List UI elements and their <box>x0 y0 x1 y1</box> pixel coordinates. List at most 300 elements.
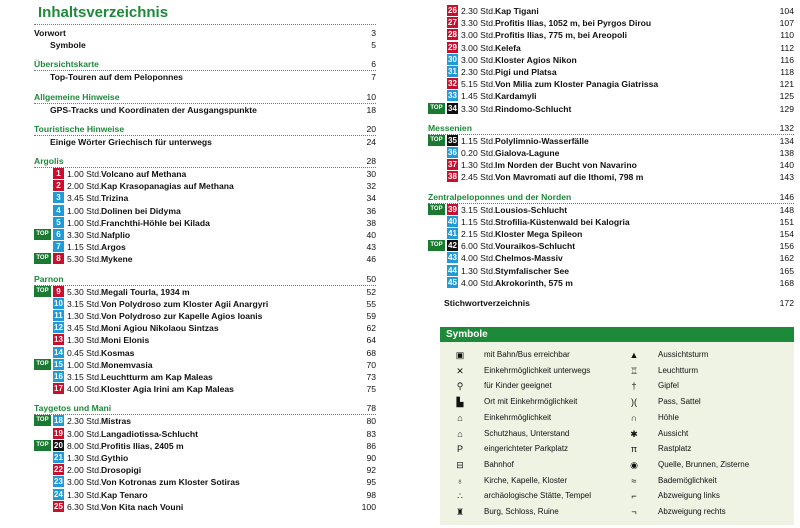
page-number: 138 <box>779 148 794 158</box>
tour-duration: 5.30 Std. <box>67 254 102 265</box>
legend-label: für Kinder geeignet <box>484 381 552 391</box>
toc-tour-row <box>34 359 376 371</box>
tour-number-badge: 27 <box>448 18 457 28</box>
page-number: 55 <box>366 298 376 309</box>
tour-name: Profitis Ilias, 775 m, bei Areopoli <box>495 30 627 41</box>
toc-tour-row <box>34 501 376 513</box>
station-icon: ⊟ <box>456 459 464 470</box>
rest-area-icon: π <box>630 444 638 455</box>
tour-number-badge: 29 <box>448 42 457 52</box>
toc-tour-row <box>428 29 794 41</box>
page-number: 151 <box>779 216 794 227</box>
tour-number-badge: 40 <box>448 216 457 226</box>
tour-duration: 5.30 Std. <box>67 286 102 297</box>
toc-tour-row <box>428 66 794 78</box>
tour-duration: 3.45 Std. <box>67 193 102 204</box>
tour-name: Argos <box>101 242 126 253</box>
tour-number-badge: 1 <box>53 168 64 179</box>
tour-name: Von Kita nach Vouni <box>101 501 184 512</box>
toc-tour-row <box>34 322 376 334</box>
toc-entry-label: Top-Touren auf dem Peloponnes <box>50 72 183 83</box>
top-tour-badge: TOP <box>34 359 51 370</box>
tour-name: Von Polydroso zum Kloster Agii Anargyri <box>101 298 269 309</box>
toc-section-row <box>34 273 376 285</box>
page-number: 40 <box>366 230 376 240</box>
tour-number-badge: 16 <box>54 372 63 381</box>
tour-number-badge: 45 <box>448 277 457 287</box>
top-tour-badge: TOP <box>34 440 51 451</box>
bus-icon: ▣ <box>455 350 465 360</box>
page-number: 73 <box>366 372 376 382</box>
toc-tour-row <box>34 415 376 427</box>
tour-duration: 3.30 Std. <box>461 103 496 114</box>
tour-duration: 4.00 Std. <box>461 253 496 264</box>
toc-tour-row <box>34 428 376 440</box>
toc-entry-row <box>34 27 376 39</box>
tour-name: Moni Agiou Nikolaou Sintzas <box>101 323 219 334</box>
legend-label: mit Bahn/Bus erreichbar <box>484 350 570 359</box>
legend-label: Quelle, Brunnen, Zisterne <box>658 459 750 469</box>
tour-number-badge: 15 <box>54 359 63 369</box>
page-number: 134 <box>779 135 794 146</box>
toc-tour-row <box>428 147 794 159</box>
page-number: 148 <box>779 204 794 215</box>
legend-label: Ort mit Einkehrmöglichkeit <box>484 397 578 407</box>
toc-tour-row <box>428 135 794 147</box>
toc-tour-row <box>34 180 376 192</box>
page-number: 46 <box>366 254 376 265</box>
page-number: 78 <box>366 403 376 414</box>
toc-tour-row <box>34 347 376 359</box>
page-number: 165 <box>779 265 794 276</box>
tour-name: Leuchtturm am Kap Maleas <box>101 372 213 382</box>
tour-duration: 3.45 Std. <box>67 323 102 334</box>
top-tour-badge: TOP <box>34 253 51 264</box>
toc-tour-row <box>428 252 794 264</box>
page-number: 52 <box>366 286 376 297</box>
toc-tour-row <box>428 159 794 171</box>
tour-duration: 1.30 Std. <box>67 335 102 346</box>
page-number: 30 <box>366 169 376 179</box>
tour-duration: 4.00 Std. <box>461 277 496 288</box>
tour-number-badge: 5 <box>53 217 64 228</box>
toc-tour-row <box>428 90 794 102</box>
toc-tour-row <box>34 298 376 310</box>
tour-name: Megali Tourla, 1934 m <box>101 286 190 297</box>
section-heading: Übersichtskarte <box>34 59 99 70</box>
toc-tour-row <box>34 229 376 241</box>
inn-icon: ⌂ <box>457 412 463 423</box>
tour-name: Langadiotissa-Schlucht <box>101 428 198 439</box>
legend-label: Burg, Schloss, Ruine <box>484 507 559 516</box>
toc-tour-row <box>428 265 794 277</box>
toc-tour-row <box>428 78 794 90</box>
tour-name: Kloster Agios Nikon <box>495 54 577 65</box>
toc-tour-row <box>34 371 376 383</box>
section-heading: Taygetos und Mani <box>34 403 112 414</box>
page-number: 3 <box>371 28 376 38</box>
tour-number-badge: 14 <box>54 347 63 357</box>
toc-tour-row <box>34 334 376 346</box>
page-number: 100 <box>361 501 376 512</box>
page-number: 7 <box>371 72 376 83</box>
tour-name: Kap Tenaro <box>101 489 148 500</box>
tour-duration: 8.00 Std. <box>67 440 102 451</box>
page-number: 28 <box>366 156 376 166</box>
legend-label: Bahnhof <box>484 459 514 469</box>
page-number: 18 <box>366 104 376 115</box>
tour-duration: 1.00 Std. <box>67 359 102 370</box>
section-heading: Allgemeine Hinweise <box>34 91 120 102</box>
tour-name: Monemvasia <box>101 359 153 370</box>
page-number: 10 <box>366 91 376 102</box>
page-number: 129 <box>779 103 794 114</box>
tour-duration: 1.30 Std. <box>461 265 496 276</box>
section-heading: Zentralpeloponnes und der Norden <box>428 191 572 202</box>
pass-icon: )( <box>631 397 637 408</box>
page-number: 83 <box>366 428 376 439</box>
toc-entry-label: Vorwort <box>34 28 66 38</box>
toc-tour-row <box>34 476 376 488</box>
legend-label: Abzweigung links <box>658 491 720 501</box>
page-number: 146 <box>779 191 794 202</box>
page-number: 75 <box>366 384 376 395</box>
toc-entry-row <box>34 71 376 83</box>
page-number: 143 <box>779 172 794 183</box>
top-tour-badge: TOP <box>34 229 51 240</box>
tour-name: Kap Krasopanagias auf Methana <box>101 181 234 192</box>
toc-tour-row <box>34 452 376 464</box>
tour-name: Kloster Agia Irini am Kap Maleas <box>101 384 234 395</box>
tour-name: Vouraikos-Schlucht <box>495 241 576 252</box>
tour-number-badge: 33 <box>448 91 457 101</box>
tour-name: Volcano auf Methana <box>101 169 187 179</box>
tour-duration: 1.30 Std. <box>67 453 102 463</box>
turn-left-icon: ⌐ <box>631 491 637 502</box>
page-number: 156 <box>779 241 794 252</box>
toc-tour-row <box>428 103 794 115</box>
legend-label: Aussicht <box>658 428 689 438</box>
toc-tour-row <box>34 241 376 253</box>
tour-name: Kap Tigani <box>495 6 539 16</box>
tour-number-badge: 38 <box>448 172 457 182</box>
toc-tour-row <box>34 217 376 229</box>
section-heading: Messenien <box>428 122 472 133</box>
tour-name: Kosmas <box>101 347 135 358</box>
tour-number-badge: 25 <box>54 501 63 511</box>
tour-number-badge: 19 <box>54 428 63 438</box>
tour-duration: 3.30 Std. <box>461 18 496 29</box>
tour-name: Drosopigi <box>101 465 142 476</box>
tour-duration: 3.00 Std. <box>461 30 496 41</box>
legend-label: Gipfel <box>658 381 679 391</box>
village-icon: ▙ <box>456 397 464 408</box>
tour-duration: 1.15 Std. <box>461 216 496 227</box>
page-number: 112 <box>780 42 794 53</box>
tour-name: Kardamyli <box>495 91 537 102</box>
toc-tour-row <box>428 228 794 240</box>
toc-section-row <box>34 91 376 103</box>
page-number: 104 <box>779 6 794 16</box>
page-number: 50 <box>366 273 376 284</box>
tour-name: Von Polydroso zur Kapelle Agios Ioanis <box>101 311 263 321</box>
legend-title: Symbole <box>440 327 794 342</box>
page-number: 172 <box>779 298 794 308</box>
toc-tour-row <box>34 464 376 476</box>
toc-tour-row <box>428 216 794 228</box>
tour-name: Lousios-Schlucht <box>495 204 568 215</box>
page-number: 107 <box>779 18 794 29</box>
legend-label: archäologische Stätte, Tempel <box>484 491 592 501</box>
toc-tour-row <box>428 5 794 17</box>
tour-name: Dolinen bei Didyma <box>101 205 181 216</box>
tour-duration: 2.15 Std. <box>461 229 496 239</box>
tour-number-badge: 7 <box>53 241 64 252</box>
tour-name: Profitis Ilias, 2405 m <box>101 440 184 451</box>
page-number: 110 <box>780 30 794 41</box>
toc-entry-label: Stichwortverzeichnis <box>444 298 530 308</box>
tour-duration: 3.15 Std. <box>67 298 102 309</box>
tour-name: Franchthi-Höhle bei Kilada <box>101 217 210 228</box>
tour-number-badge: 17 <box>54 384 63 394</box>
toc-tour-row <box>34 489 376 501</box>
children-icon: ⚲ <box>456 381 464 392</box>
tour-duration: 2.30 Std. <box>461 6 496 16</box>
tour-duration: 4.00 Std. <box>67 384 102 395</box>
page-number: 68 <box>366 347 376 358</box>
toc-tour-row <box>34 192 376 204</box>
tour-name: Kloster Mega Spileon <box>495 229 583 239</box>
toc-tour-row <box>34 440 376 452</box>
tour-duration: 1.00 Std. <box>67 205 102 216</box>
tour-number-badge: 8 <box>53 253 64 264</box>
tour-duration: 2.00 Std. <box>67 181 102 192</box>
legend-label: Höhle <box>658 412 679 422</box>
viewing-tower-icon: ▲ <box>629 350 639 360</box>
tour-name: Von Mavromati auf die Ithomi, 798 m <box>495 172 644 183</box>
cave-icon: ∩ <box>630 412 638 423</box>
section-heading: Parnon <box>34 273 64 284</box>
page-number: 5 <box>371 40 376 51</box>
tour-name: Rindomo-Schlucht <box>495 103 572 114</box>
page-number: 121 <box>779 79 794 90</box>
page-number: 80 <box>366 416 376 427</box>
tour-name: Chelmos-Massiv <box>495 253 563 264</box>
tour-number-badge: 32 <box>448 79 457 89</box>
tour-duration: 6.30 Std. <box>67 501 102 512</box>
toc-section-row <box>34 58 376 70</box>
page-number: 116 <box>780 54 794 65</box>
page-title: Inhaltsverzeichnis <box>38 4 169 21</box>
page-number: 90 <box>366 453 376 463</box>
page-number: 86 <box>366 440 376 451</box>
tour-number-badge: 31 <box>448 67 457 76</box>
turn-right-icon: ¬ <box>631 507 637 517</box>
tour-duration: 3.15 Std. <box>461 204 496 215</box>
tour-number-badge: 30 <box>448 54 457 64</box>
tour-number-badge: 39 <box>448 204 457 214</box>
page-number: 92 <box>366 465 376 476</box>
spring-icon: ◉ <box>630 459 638 470</box>
tour-duration: 3.30 Std. <box>67 230 102 240</box>
legend-label: Abzweigung rechts <box>658 507 726 516</box>
tour-number-badge: 35 <box>448 135 457 145</box>
tour-number-badge: 36 <box>448 148 457 157</box>
tour-name: Akrokorinth, 575 m <box>495 277 573 288</box>
tour-name: Polylimnio-Wasserfälle <box>495 135 589 146</box>
tour-number-badge: 43 <box>448 253 457 263</box>
viewpoint-icon: ✱ <box>630 428 638 439</box>
tour-number-badge: 4 <box>53 205 64 216</box>
legend-label: Pass, Sattel <box>658 397 701 407</box>
hut-icon: ⌂ <box>457 428 463 439</box>
tour-duration: 2.30 Std. <box>67 416 102 427</box>
page-number: 125 <box>779 91 794 102</box>
tour-number-badge: 24 <box>54 489 63 499</box>
tour-duration: 3.00 Std. <box>67 477 102 488</box>
legend-label: eingerichteter Parkplatz <box>484 444 569 454</box>
tour-name: Im Norden der Bucht von Navarino <box>495 160 637 171</box>
top-tour-badge: TOP <box>34 286 51 297</box>
tour-number-badge: 9 <box>53 286 64 297</box>
tour-number-badge: 23 <box>54 477 63 487</box>
top-tour-badge: TOP <box>428 204 445 215</box>
toc-entry-label: Einige Wörter Griechisch für unterwegs <box>50 136 212 147</box>
toc-section-row <box>428 122 794 134</box>
page-number: 70 <box>366 359 376 370</box>
toc-entry-row <box>34 104 376 116</box>
page-number: 34 <box>366 193 376 204</box>
tour-duration: 1.45 Std. <box>461 91 496 102</box>
page-number: 43 <box>366 242 376 253</box>
page-number: 118 <box>780 67 794 77</box>
tour-number-badge: 42 <box>448 241 457 251</box>
tour-duration: 2.30 Std. <box>461 67 496 77</box>
tour-number-badge: 2 <box>53 180 64 191</box>
page-number: 62 <box>366 323 376 334</box>
toc-tour-row <box>428 17 794 29</box>
toc-tour-row <box>428 204 794 216</box>
page-number: 36 <box>366 205 376 216</box>
tour-name: Pigi und Platsa <box>495 67 557 77</box>
section-heading: Argolis <box>34 156 64 166</box>
tour-duration: 3.15 Std. <box>67 372 102 382</box>
legend-label: Rastplatz <box>658 444 692 454</box>
tour-number-badge: 37 <box>448 160 457 170</box>
page-number: 168 <box>779 277 794 288</box>
legend-label: Einkehrmöglichkeit <box>484 412 552 422</box>
page-number: 32 <box>366 181 376 192</box>
church-icon: ♁ <box>456 475 464 486</box>
tour-duration: 6.00 Std. <box>461 241 496 252</box>
bathing-icon: ≈ <box>631 475 637 486</box>
tour-name: Moni Elonis <box>101 335 150 346</box>
toc-tour-row <box>428 54 794 66</box>
tour-name: Kelefa <box>495 42 521 53</box>
tour-number-badge: 28 <box>448 30 457 40</box>
toc-entry-row <box>428 297 794 309</box>
tour-duration: 3.00 Std. <box>461 42 496 53</box>
tour-name: Nafplio <box>101 230 131 240</box>
section-heading: Touristische Hinweise <box>34 123 125 134</box>
tour-number-badge: 11 <box>54 311 63 320</box>
tour-duration: 1.15 Std. <box>461 135 496 146</box>
legend-label: Schutzhaus, Unterstand <box>484 428 570 438</box>
castle-icon: ♜ <box>455 507 465 517</box>
title-divider <box>34 24 376 25</box>
tour-name: Mykene <box>101 254 133 265</box>
page-number: 20 <box>366 123 376 134</box>
tour-number-badge: 26 <box>448 6 457 15</box>
tour-name: Mistras <box>101 416 132 427</box>
tour-number-badge: 3 <box>53 192 64 203</box>
toc-section-row <box>34 155 376 167</box>
toc-entry-row <box>34 39 376 51</box>
tour-duration: 1.30 Std. <box>67 311 102 321</box>
legend-label: Kirche, Kapelle, Kloster <box>484 475 568 485</box>
page-number: 95 <box>366 477 376 488</box>
page-number: 64 <box>366 335 376 346</box>
toc-tour-row <box>34 168 376 180</box>
archaeology-icon: ∴ <box>457 491 463 502</box>
tour-name: Strofilia-Küstenwald bei Kalogria <box>495 216 630 227</box>
tour-duration: 1.15 Std. <box>67 242 102 253</box>
legend-label: Aussichtsturm <box>658 350 709 359</box>
tour-duration: 1.30 Std. <box>67 489 102 500</box>
page-number: 38 <box>366 217 376 228</box>
lighthouse-icon: ♖ <box>629 365 639 376</box>
toc-tour-row <box>34 205 376 217</box>
tour-duration: 2.00 Std. <box>67 465 102 476</box>
page-number: 59 <box>366 311 376 321</box>
toc-section-row <box>34 402 376 414</box>
tour-number-badge: 12 <box>54 323 63 333</box>
tour-name: Gialova-Lagune <box>495 148 560 158</box>
toc-tour-row <box>34 286 376 298</box>
toc-tour-row <box>34 310 376 322</box>
parking-icon: P <box>456 444 463 455</box>
tour-number-badge: 22 <box>54 465 63 475</box>
tour-number-badge: 41 <box>448 229 457 238</box>
tour-number-badge: 44 <box>448 265 457 275</box>
tour-number-badge: 34 <box>448 103 457 113</box>
toc-tour-row <box>428 171 794 183</box>
tour-duration: 1.00 Std. <box>67 217 102 228</box>
toc-entry-label: GPS-Tracks und Koordinaten der Ausgangspunkte <box>50 104 257 115</box>
toc-section-row <box>34 123 376 135</box>
tour-number-badge: 18 <box>54 416 63 426</box>
summit-cross-icon: † <box>631 381 637 392</box>
toc-section-row <box>428 191 794 203</box>
page-number: 154 <box>779 229 794 239</box>
top-tour-badge: TOP <box>428 240 445 251</box>
page-number: 132 <box>779 122 794 133</box>
legend-label: Einkehrmöglichkeit unterwegs <box>484 365 591 375</box>
page-number: 98 <box>366 489 376 500</box>
tour-number-badge: 13 <box>54 335 63 345</box>
tour-name: Von Milia zum Kloster Panagia Giatrissa <box>495 79 659 90</box>
tour-duration: 1.00 Std. <box>67 169 102 179</box>
toc-tour-row <box>34 253 376 265</box>
top-tour-badge: TOP <box>428 135 445 146</box>
page-number: 140 <box>779 160 794 171</box>
tour-name: Von Kotronas zum Kloster Sotiras <box>101 477 240 488</box>
toc-tour-row <box>428 240 794 252</box>
legend-label: Bademöglichkeit <box>658 475 717 485</box>
top-tour-badge: TOP <box>34 415 51 426</box>
tour-duration: 3.00 Std. <box>461 54 496 65</box>
toc-tour-row <box>428 42 794 54</box>
